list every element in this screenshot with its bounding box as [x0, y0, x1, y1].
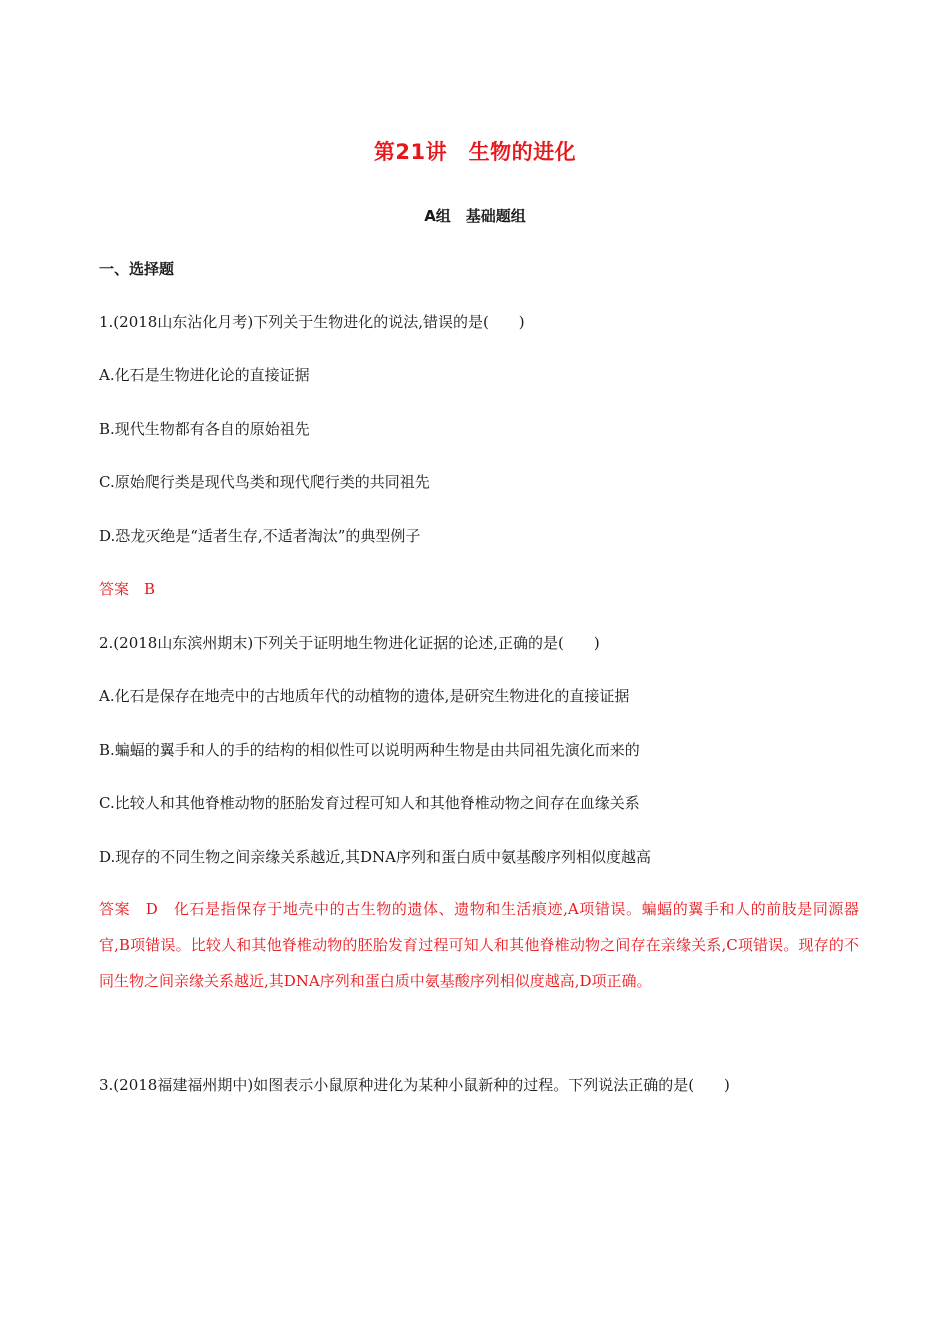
question-2-stem: 2.(2018山东滨州期末)下列关于证明地生物进化证据的论述,正确的是( )	[99, 634, 600, 652]
question-2-option-d: D.现存的不同生物之间亲缘关系越近,其DNA序列和蛋白质中氨基酸序列相似度越高	[99, 848, 652, 866]
question-1-stem: 1.(2018山东沾化月考)下列关于生物进化的说法,错误的是( )	[99, 313, 525, 331]
group-heading: A组 基础题组	[424, 207, 526, 225]
question-1-answer: 答案 B	[99, 580, 156, 598]
question-3-stem: 3.(2018福建福州期中)如图表示小鼠原种进化为某种小鼠新种的过程。下列说法正确的是( )	[99, 1076, 730, 1094]
question-1-option-d: D.恐龙灭绝是“适者生存,不适者淘汰”的典型例子	[99, 527, 421, 545]
question-2-answer: 答案 D 化石是指保存于地壳中的古生物的遗体、遗物和生活痕迹,A项错误。蝙蝠的翼手和人的前肢是同源器官,B项错误。比较人和其他脊椎动物的胚胎发育过程可知人和其他脊椎动物之间存在亲缘关系,C项错误。现存的不同生物之间亲缘关系越近,其DNA序列和蛋白质中氨基酸序列相似度越高,D项正确。	[99, 900, 859, 990]
question-1-option-a: A.化石是生物进化论的直接证据	[99, 366, 310, 384]
question-1-option-c: C.原始爬行类是现代鸟类和现代爬行类的共同祖先	[99, 473, 430, 491]
section-heading: 一、选择题	[99, 260, 175, 278]
question-1-option-b: B.现代生物都有各自的原始祖先	[99, 420, 310, 438]
question-2-option-b: B.蝙蝠的翼手和人的手的结构的相似性可以说明两种生物是由共同祖先演化而来的	[99, 741, 640, 759]
question-2-option-c: C.比较人和其他脊椎动物的胚胎发育过程可知人和其他脊椎动物之间存在血缘关系	[99, 794, 640, 812]
page-title: 第21讲 生物的进化	[373, 140, 577, 164]
question-2-option-a: A.化石是保存在地壳中的古地质年代的动植物的遗体,是研究生物进化的直接证据	[99, 687, 630, 705]
